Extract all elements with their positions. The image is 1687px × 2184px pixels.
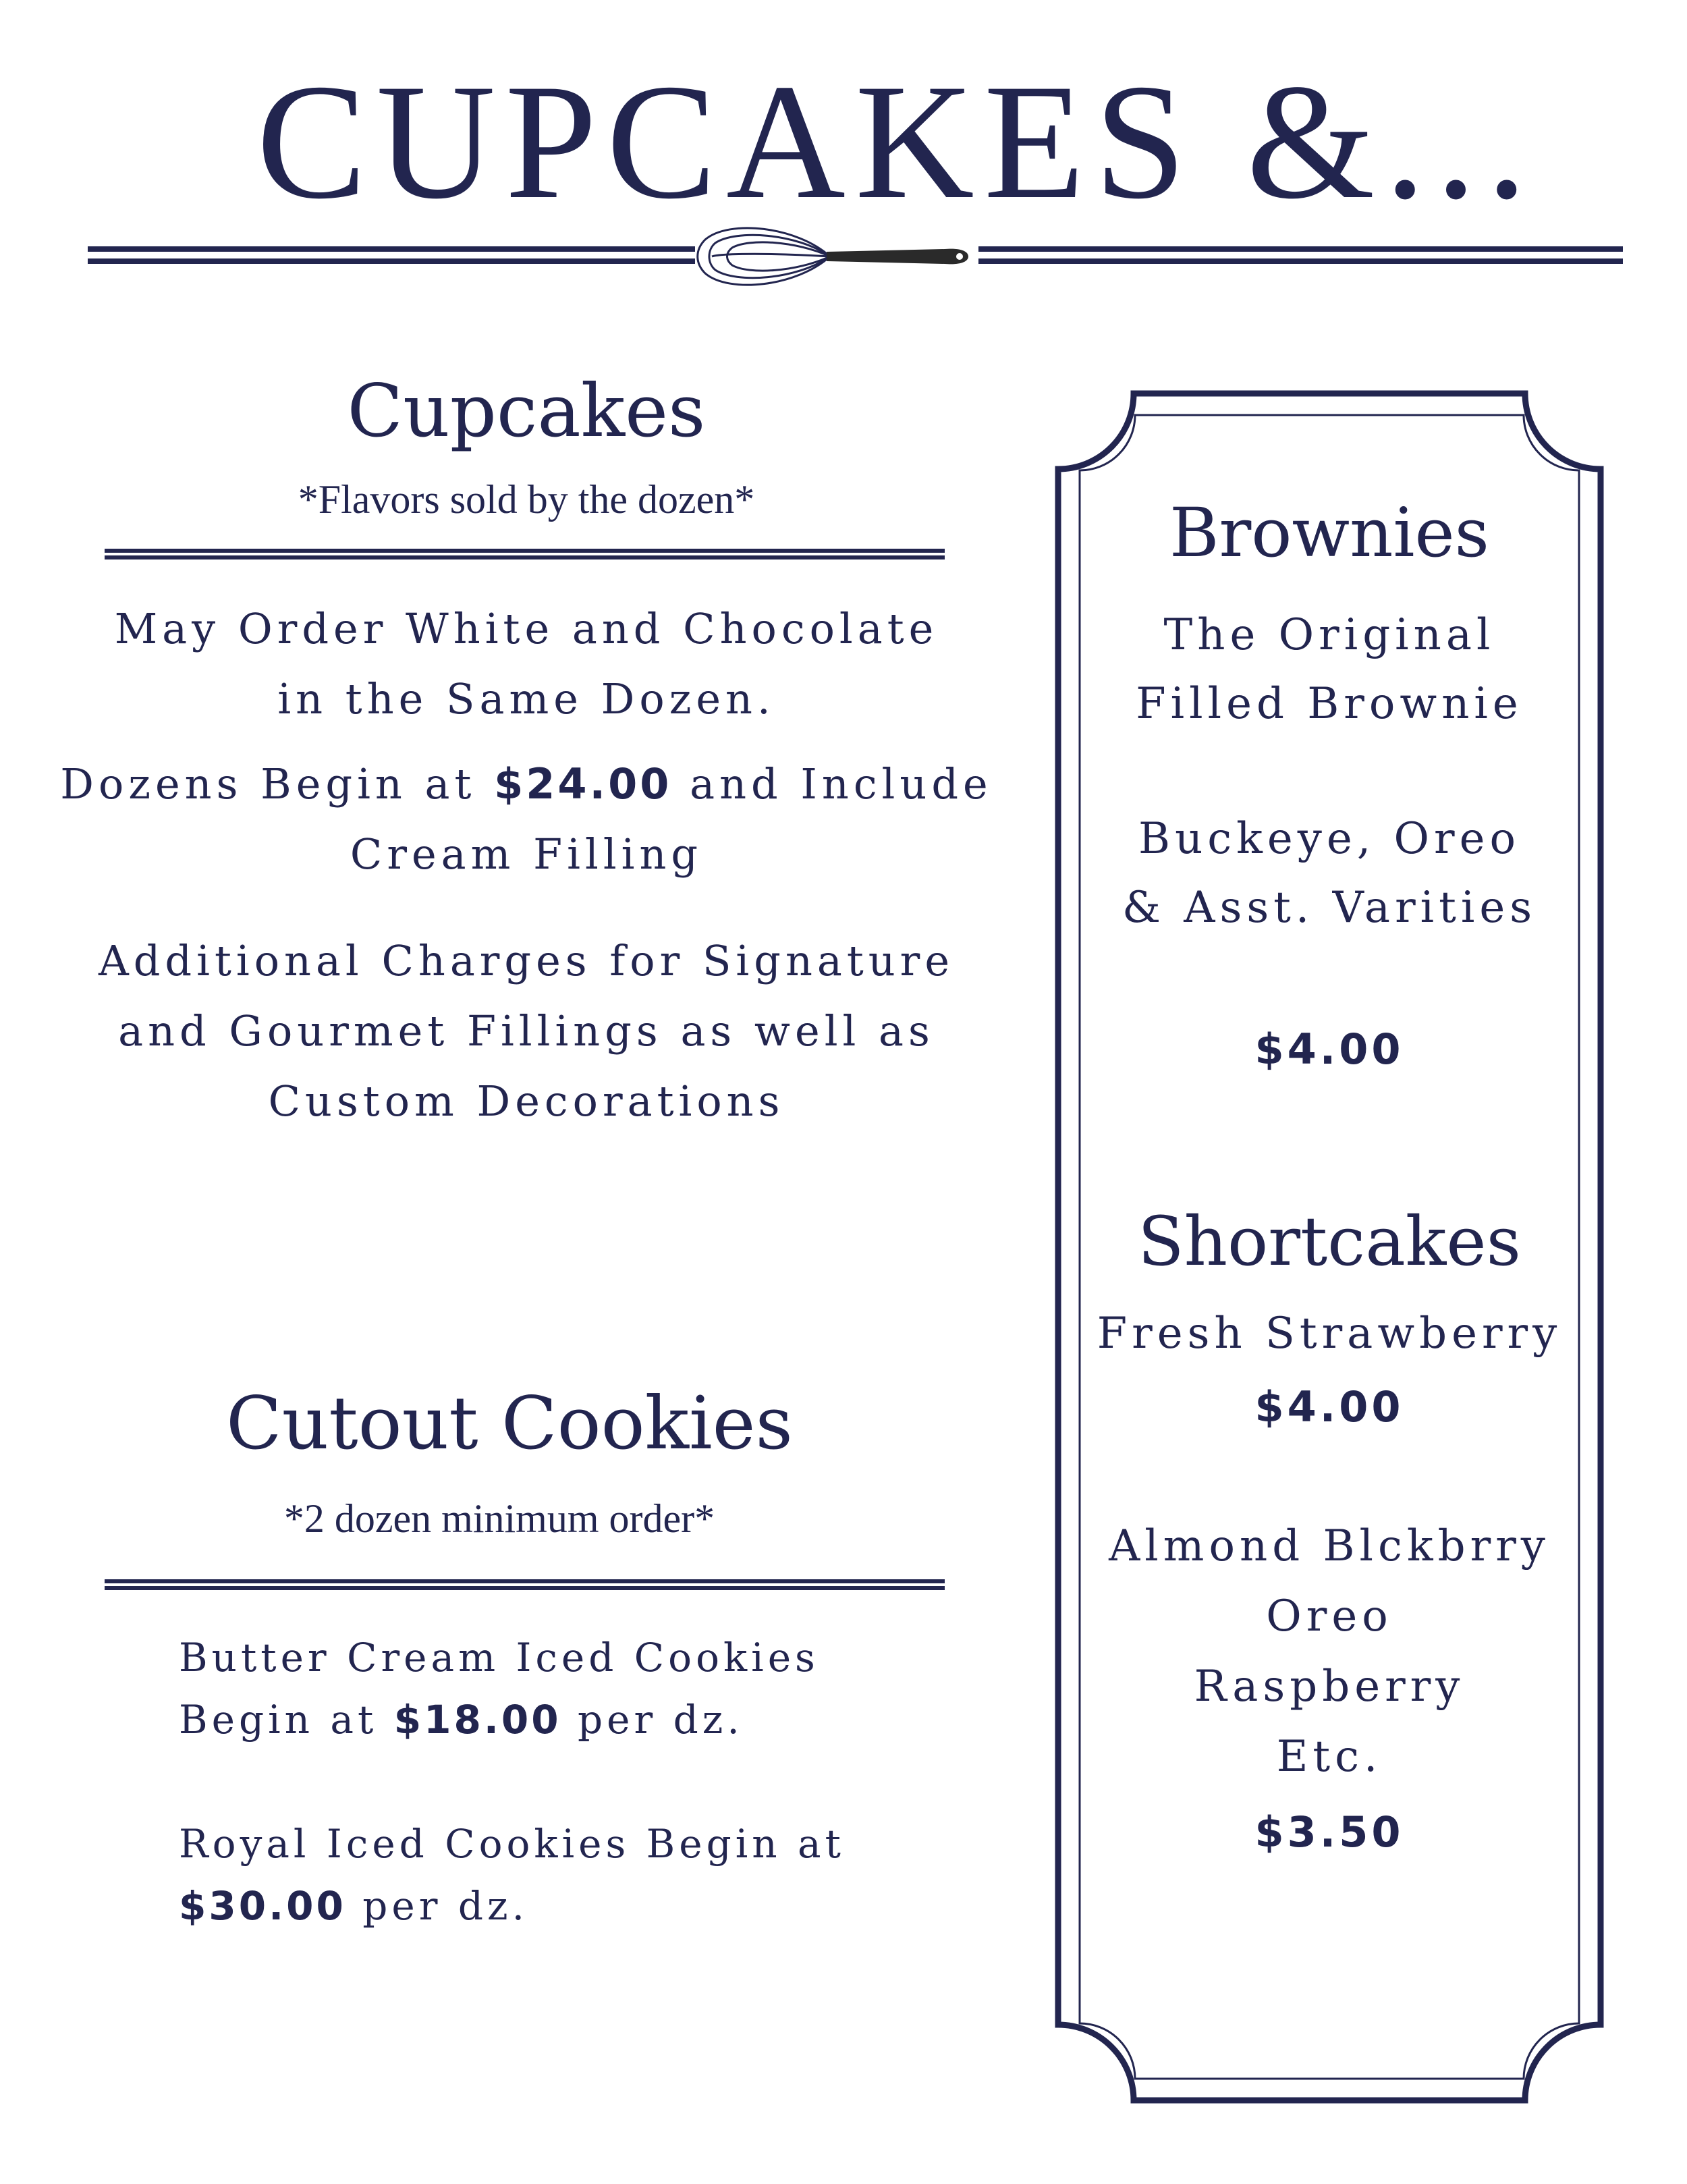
shortcakes-item-2-line-1: Almond Blckbrry bbox=[1109, 1521, 1550, 1571]
brownies-heading: Brownies bbox=[1169, 493, 1489, 572]
cupcakes-divider bbox=[105, 549, 945, 559]
cupcakes-line-2: in the Same Dozen. bbox=[277, 674, 775, 724]
cupcakes-line-6: and Gourmet Fillings as well as bbox=[118, 1006, 935, 1056]
shortcakes-item-2-line-2: Oreo bbox=[1266, 1591, 1393, 1641]
cookies-item-1-line-1: Butter Cream Iced Cookies bbox=[179, 1635, 819, 1681]
brownies-line-3: Buckeye, Oreo bbox=[1138, 814, 1520, 864]
cookies-item-2-line-1: Royal Iced Cookies Begin at bbox=[179, 1821, 845, 1867]
page-title: CUPCAKES &... bbox=[256, 50, 1537, 233]
shortcakes-assorted-price: $3.50 bbox=[1254, 1807, 1404, 1857]
cookies-subtitle: *2 dozen minimum order* bbox=[283, 1496, 715, 1541]
brownies-line-2: Filled Brownie bbox=[1136, 679, 1523, 729]
brownies-price: $4.00 bbox=[1254, 1025, 1404, 1074]
cookies-item-1-suffix: per dz. bbox=[578, 1697, 744, 1743]
shortcakes-item-2-line-4: Etc. bbox=[1276, 1732, 1383, 1782]
cupcakes-subtitle: *Flavors sold by the dozen* bbox=[298, 477, 755, 522]
cookies-butter-cream-price: $18.00 bbox=[393, 1697, 561, 1743]
shortcakes-item-1: Fresh Strawberry bbox=[1097, 1309, 1562, 1359]
cupcakes-line-7: Custom Decorations bbox=[268, 1076, 785, 1126]
cookies-item-2-line-2 bbox=[179, 1875, 528, 1937]
cupcakes-line-3-prefix: Dozens Begin at bbox=[60, 759, 476, 809]
cookies-divider bbox=[105, 1579, 945, 1590]
cupcakes-heading: Cupcakes bbox=[347, 369, 706, 454]
cookies-item-1-prefix: Begin at bbox=[179, 1697, 378, 1743]
shortcakes-item-2-line-3: Raspberry bbox=[1194, 1662, 1465, 1712]
cupcakes-line-3-suffix: and Include bbox=[690, 759, 993, 809]
shortcakes-strawberry-price: $4.00 bbox=[1254, 1382, 1404, 1431]
cupcakes-dozen-price: $24.00 bbox=[494, 759, 672, 809]
cupcakes-line-3 bbox=[27, 749, 1026, 819]
cupcakes-line-5: Additional Charges for Signature bbox=[98, 936, 955, 985]
cookies-heading: Cutout Cookies bbox=[226, 1382, 793, 1466]
whisk-icon bbox=[695, 213, 978, 300]
cookies-item-2-suffix: per dz. bbox=[362, 1883, 529, 1929]
cupcakes-line-1: May Order White and Chocolate bbox=[114, 604, 939, 653]
brownies-line-1: The Original bbox=[1163, 610, 1495, 660]
cupcakes-line-4: Cream Filling bbox=[350, 829, 703, 879]
cookies-royal-iced-price: $30.00 bbox=[179, 1883, 346, 1929]
cookies-item-1-line-2 bbox=[179, 1689, 744, 1751]
brownies-line-4: & Asst. Varities bbox=[1122, 883, 1537, 933]
shortcakes-heading: Shortcakes bbox=[1138, 1202, 1521, 1281]
